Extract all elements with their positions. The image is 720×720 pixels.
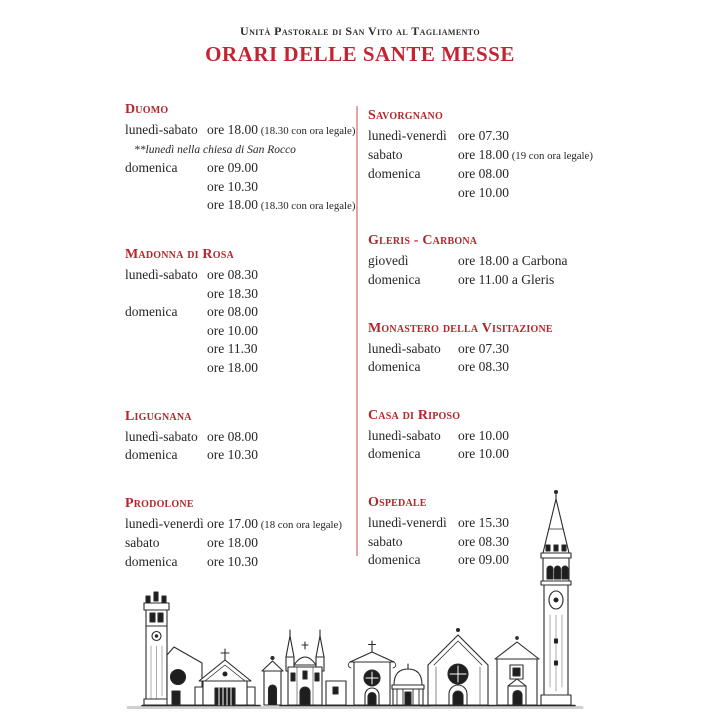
time-value: ore 10.00 (458, 427, 509, 443)
schedule-row (125, 121, 363, 141)
parish-subtitle: Unità Pastorale di San Vito al Tagliamento (240, 24, 480, 38)
schedule-row (368, 445, 618, 464)
schedule-row (368, 427, 618, 446)
day-label: domenica (125, 553, 178, 569)
day-label: lunedì-sabato (368, 340, 441, 356)
day-label: lunedì-venerdì (125, 515, 204, 531)
schedule-row (125, 266, 363, 285)
time-value: ore 07.30 (458, 128, 509, 143)
time-value: ore 10.30 (207, 447, 258, 463)
day-label (125, 340, 207, 359)
section-title: Ligugnana (125, 408, 192, 424)
day-label (125, 196, 207, 216)
day-label (368, 184, 458, 203)
time-value: ore 18.30 (207, 285, 258, 301)
schedule-row (125, 178, 363, 197)
section-title: Madonna di Rosa (125, 246, 234, 262)
schedule-row (368, 271, 618, 290)
schedule-footnote: **lunedì nella chiesa di San Rocco (134, 143, 296, 156)
section-title: Monastero della Visitazione (368, 320, 553, 336)
time-value: ore 08.00 (458, 166, 509, 182)
day-label: domenica (368, 271, 421, 287)
time-value: ore 10.00 (458, 446, 509, 462)
schedule-section-duomo (125, 100, 363, 216)
time-value: ore 11.30 (207, 341, 258, 357)
schedule-row (125, 196, 363, 216)
time-value: ore 18.00 (207, 535, 258, 551)
time-value: ore 08.30 (458, 359, 509, 375)
day-label: lunedì-venerdì (368, 128, 447, 143)
time-value: ore 18.00 (19 con ora legale) (458, 146, 593, 162)
schedule-row (368, 165, 618, 184)
time-value: ore 15.30 (458, 514, 509, 530)
day-label (125, 322, 207, 341)
time-value: ore 09.00 (458, 552, 509, 568)
time-value: ore 08.30 (207, 266, 258, 282)
time-note: (19 con ora legale) (509, 149, 593, 162)
day-label: lunedì-sabato (125, 428, 198, 444)
day-label: lunedì-sabato (125, 266, 198, 282)
schedule-section-gleris-carbona (368, 231, 618, 289)
day-label (125, 285, 207, 304)
day-label: lunedì-sabato (125, 122, 198, 137)
schedule-row (368, 184, 618, 203)
schedule-row (125, 322, 363, 341)
day-label: domenica (368, 446, 421, 462)
day-label: domenica (125, 447, 178, 463)
section-title: Gleris - Carbona (368, 233, 478, 249)
page-title: ORARI DELLE SANTE MESSE (205, 42, 515, 66)
time-note: (18 con ora legale) (258, 518, 342, 531)
section-title: Prodolone (125, 495, 194, 511)
time-value: ore 18.00 a Carbona (458, 253, 568, 269)
time-value: ore 10.30 (207, 178, 258, 194)
schedule-row (368, 127, 618, 146)
document-header (0, 24, 720, 67)
day-label: sabato (368, 146, 403, 162)
day-label: domenica (368, 166, 421, 182)
time-note: (18.30 con ora legale) (258, 125, 356, 137)
schedule-row (125, 285, 363, 304)
schedule-row (125, 428, 363, 447)
time-value: ore 07.30 (458, 340, 509, 356)
time-value: ore 10.30 (207, 553, 258, 569)
schedule-row (125, 446, 363, 465)
day-label (125, 359, 207, 378)
section-title: Duomo (125, 102, 169, 117)
section-title: Savorgnano (368, 108, 443, 123)
day-label: sabato (125, 535, 160, 551)
day-label: domenica (368, 359, 421, 375)
churches-skyline-illustration (120, 489, 590, 714)
schedule-row (125, 340, 363, 359)
schedule-section-monastero-della-visitazione (368, 319, 618, 377)
schedule-row (368, 340, 618, 359)
day-label: domenica (368, 552, 421, 568)
time-value: ore 11.00 a Gleris (458, 271, 555, 287)
time-value: ore 08.00 (207, 304, 258, 320)
day-label: domenica (125, 304, 178, 320)
schedule-section-savorgnano (368, 106, 618, 202)
day-label: lunedì-venerdì (368, 514, 447, 530)
time-note: (18.30 con ora legale) (258, 200, 356, 213)
time-value: ore 10.00 (207, 322, 258, 338)
schedule-row (125, 359, 363, 378)
schedule-section-casa-di-riposo (368, 406, 618, 464)
time-value: ore 18.00 (18.30 con ora legale) (207, 197, 356, 213)
time-value: ore 17.00 (18 con ora legale) (207, 515, 342, 531)
time-value: ore 18.00 (207, 359, 258, 375)
day-label: domenica (125, 160, 178, 176)
section-title: Casa di Riposo (368, 407, 461, 423)
schedule-section-ligugnana (125, 407, 363, 465)
time-value: ore 09.00 (207, 160, 258, 176)
day-label: sabato (368, 533, 403, 549)
day-label: lunedì-sabato (368, 427, 441, 443)
day-label (125, 178, 207, 197)
schedule-row (368, 358, 618, 377)
schedule-section-madonna-di-rosa (125, 245, 363, 378)
schedule-row (368, 252, 618, 271)
schedule-row (125, 159, 363, 178)
time-value: ore 10.00 (458, 184, 509, 200)
schedule-row (368, 146, 618, 166)
time-value: ore 08.30 (458, 533, 509, 549)
time-value: ore 08.00 (207, 428, 258, 444)
day-label: giovedì (368, 253, 409, 269)
section-title: Ospedale (368, 494, 427, 510)
schedule-row (125, 303, 363, 322)
time-value: ore 18.00 (18.30 con ora legale) (207, 122, 356, 137)
